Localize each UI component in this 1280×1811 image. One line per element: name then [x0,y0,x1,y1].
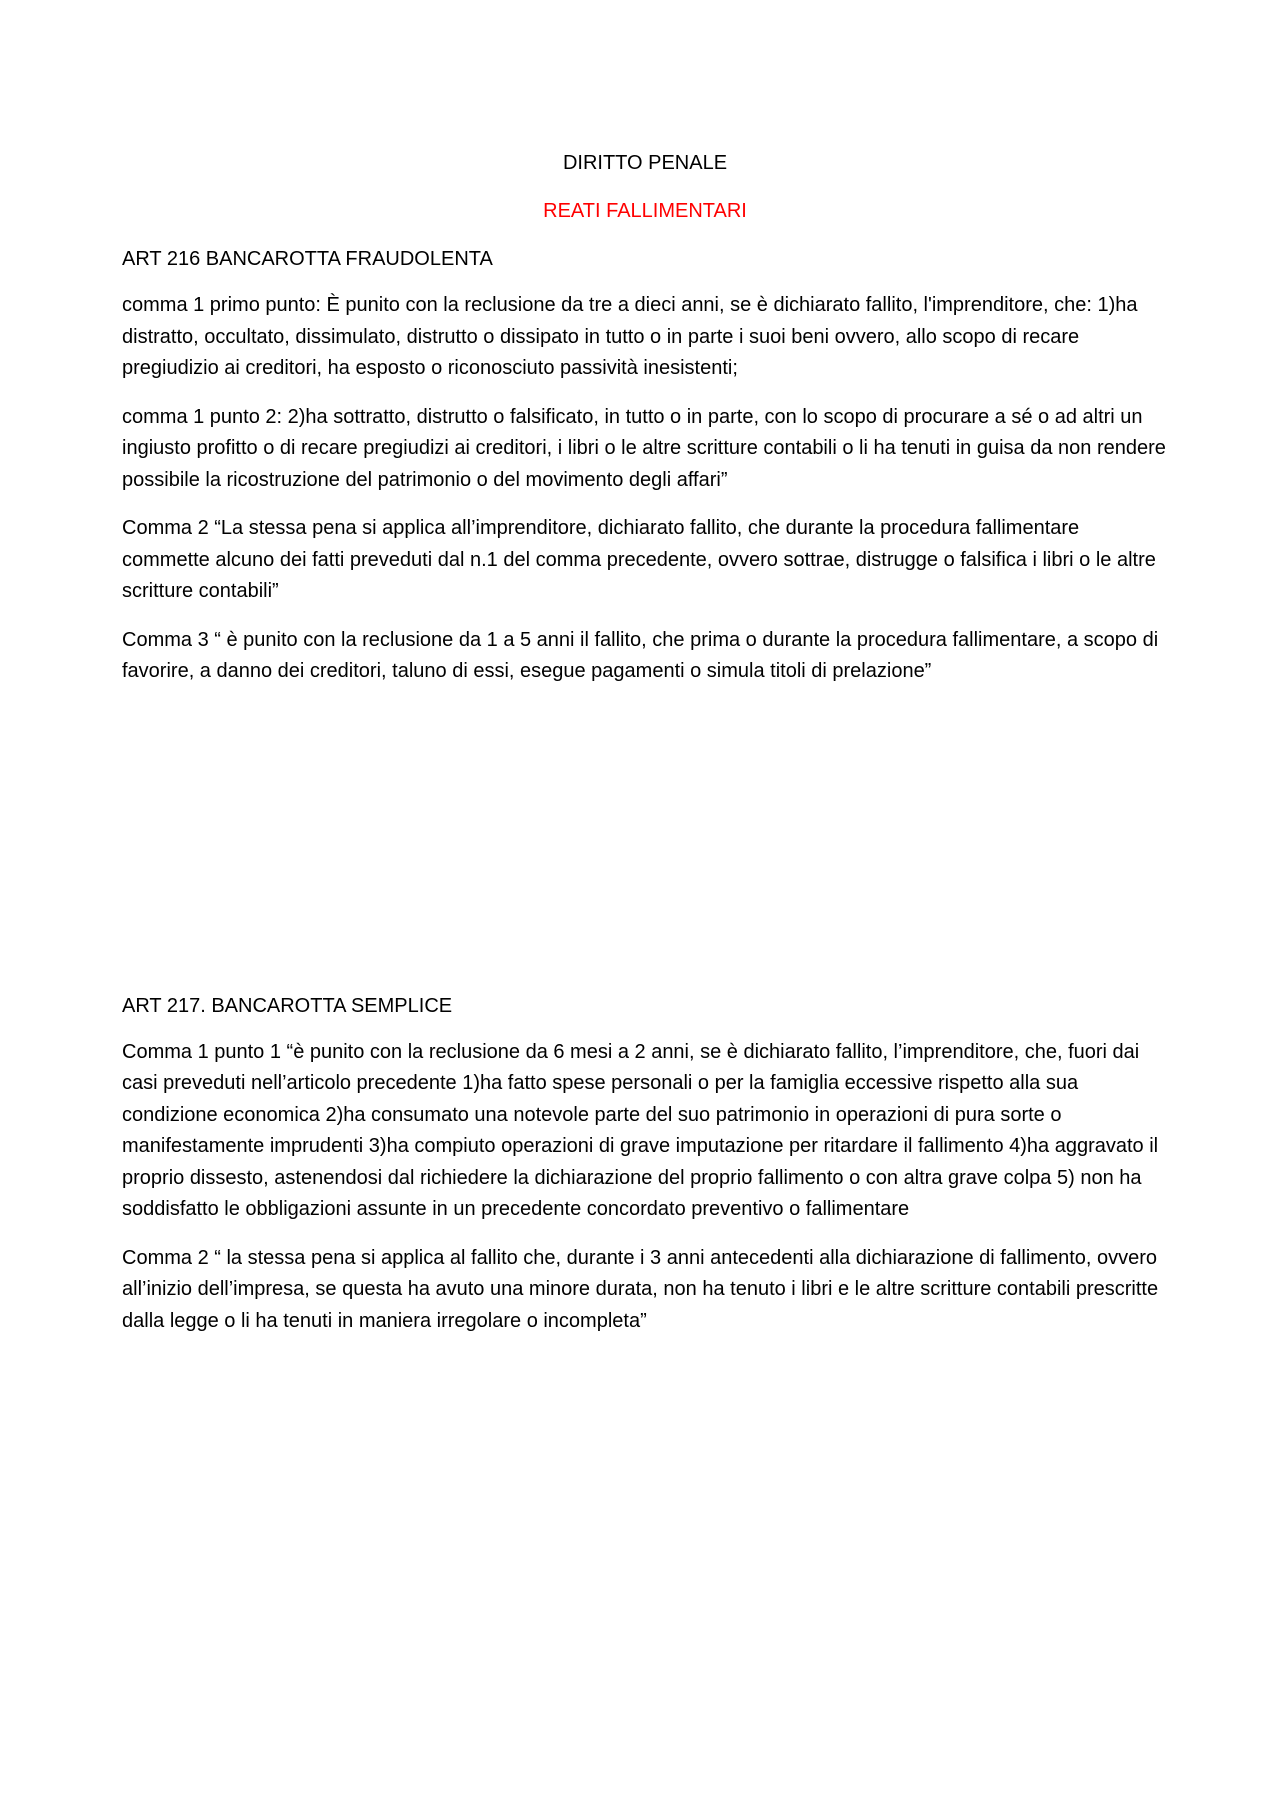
paragraph: comma 1 punto 2: 2)ha sottratto, distrutto o falsificato, in tutto o in parte, con lo scopo di procurare a sé o ad altri un ingiusto profitto o di recare pregiudizi ai creditori, i libri o le altre scritture contabili o li ha tenuti in guisa da non rendere possibile la ricostruzione del patrimonio o del movimento degli affari” [122,405,1166,491]
document-subtitle: REATI FALLIMENTARI [543,200,747,222]
paragraph: Comma 3 “ è punito con la reclusione da 1 a 5 anni il fallito, che prima o durante la procedura fallimentare, a scopo di favorire, a danno dei creditori, taluno di essi, esegue pagamenti o simula titoli di prelazione” [122,628,1159,682]
paragraph: Comma 1 punto 1 “è punito con la reclusione da 6 mesi a 2 anni, se è dichiarato fallito, l’imprenditore, che, fuori dai casi preveduti nell’articolo precedente 1)ha fatto spese personali o per la famiglia eccessive rispetto alla sua condizione economica 2)ha consumato una notevole parte del suo patrimonio in operazioni di pura sorte o manifestamente imprudenti 3)ha compiuto operazioni di grave imputazione per ritardare il fallimento 4)ha aggravato il proprio dissesto, astenendosi dal richiedere la dichiarazione del proprio fallimento o con altra grave colpa 5) non ha soddisfatto le obbligazioni assunte in un precedente concordato preventivo o fallimentare [122,1040,1159,1220]
blank-space [122,705,1168,993]
document-body [122,150,1168,1354]
section-art-217 [122,993,1168,1338]
document-title: DIRITTO PENALE [562,152,728,174]
paragraph: comma 1 primo punto: È punito con la reclusione da tre a dieci anni, se è dichiarato fallito, l'imprenditore, che: 1)ha distratto, occultato, dissimulato, distrutto o dissipato in tutto o in parte i suoi beni ovvero, allo scopo di recare pregiudizio ai creditori, ha esposto o riconosciuto passività inesistenti; [122,294,1138,379]
paragraph: Comma 2 “La stessa pena si applica all’imprenditore, dichiarato fallito, che durante la procedura fallimentare commette alcuno dei fatti preveduti dal n.1 del comma precedente, ovvero sottrae, distrugge o falsifica i libri o le altre scritture contabili” [122,517,1156,602]
section-heading: ART 217. BANCAROTTA SEMPLICE [122,994,453,1017]
section-heading: ART 216 BANCAROTTA FRAUDOLENTA [122,248,493,270]
paragraph: Comma 2 “ la stessa pena si applica al fallito che, durante i 3 anni antecedenti alla dichiarazione di fallimento, ovvero all’inizio dell’impresa, se questa ha avuto una minore durata, non ha tenuto i libri e le altre scritture contabili prescritte dalla legge o li ha tenuti in maniera irregolare o incompleta” [122,1246,1159,1332]
section-art-216 [122,246,1168,688]
